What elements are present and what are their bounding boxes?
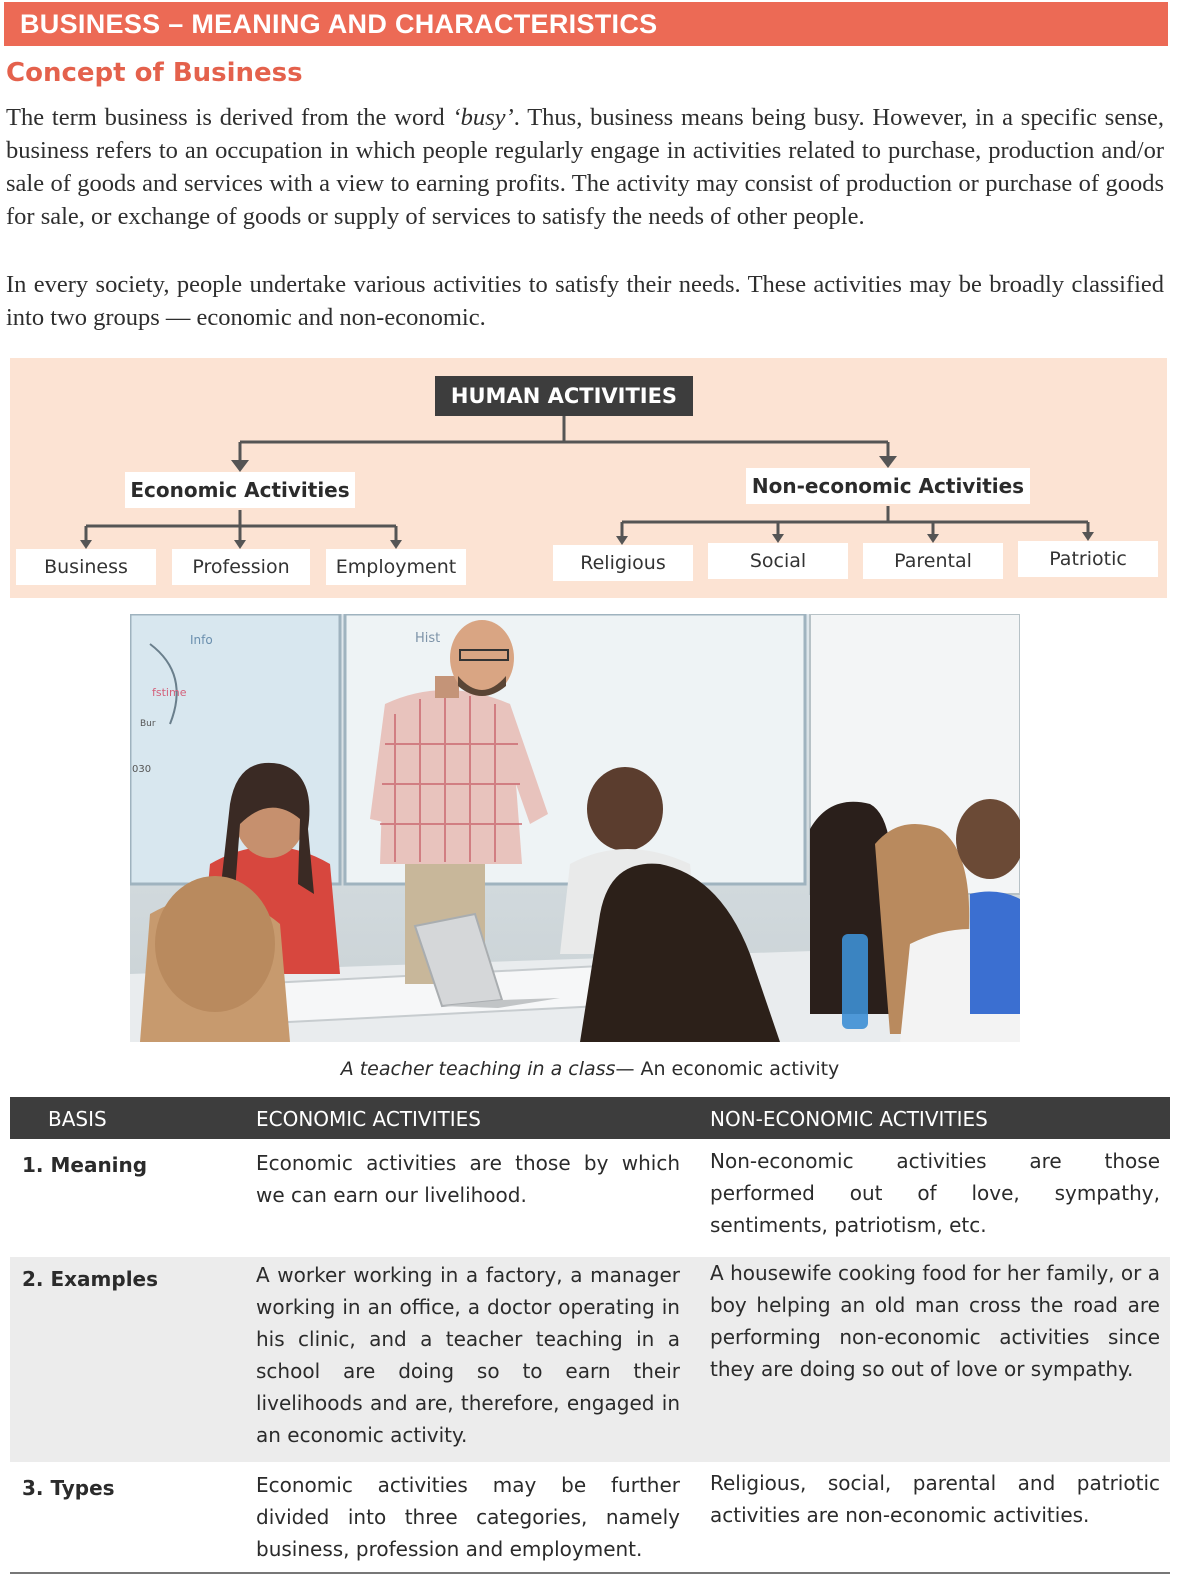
table-row-examples: [10, 1257, 1170, 1462]
table-row-meaning: [10, 1139, 1170, 1254]
classroom-photo: [130, 614, 1020, 1042]
diagram-leaf-parental: Parental: [863, 543, 1003, 579]
chapter-header-bar: [4, 2, 1168, 46]
table-cell-economic: A worker working in a factory, a manager working in an office, a doctor operating in his clinic, and a teacher teaching in a school are doing so to earn their livelihoods and are, therefore, engaged in an economic activity.: [256, 1263, 680, 1447]
classroom-illustration: [130, 614, 1020, 1042]
diagram-node-non-economic-activities: Non-economic Activities: [746, 468, 1030, 504]
table-header: [10, 1097, 1170, 1139]
water-bottle: [842, 934, 868, 1029]
table-header-basis: BASIS: [48, 1107, 107, 1131]
caption-rest: — An economic activity: [615, 1058, 840, 1080]
table-row-types: [10, 1463, 1170, 1571]
table-cell-basis: 1. Meaning: [22, 1153, 148, 1177]
paragraph-text: The term business is derived from the word: [6, 104, 453, 131]
board-word: Info: [190, 633, 213, 647]
diagram-leaf-patriotic: Patriotic: [1018, 541, 1158, 577]
board-word: 030: [132, 764, 152, 775]
table-header-non-economic: NON-ECONOMIC ACTIVITIES: [710, 1107, 988, 1131]
chapter-header-title: BUSINESS – MEANING AND CHARACTERISTICS: [20, 9, 658, 39]
table-cell-non-economic: Non-economic activities are those performed out of love, sympathy, sentiments, patriotism, etc.: [710, 1149, 1160, 1237]
board-word: fstime: [152, 686, 187, 699]
diagram-leaf-social: Social: [708, 543, 848, 579]
human-activities-diagram: [10, 358, 1167, 598]
table-cell-non-economic: A housewife cooking food for her family, or a boy helping an old man cross the road are performing non-economic activities since they are doing so out of love or sympathy.: [710, 1261, 1160, 1381]
paragraph-activity-classification: In every society, people undertake various activities to satisfy their needs. These activities may be broadly classified into two groups — economic and non-economic.: [6, 271, 1164, 331]
bottom-rule: [10, 1572, 1170, 1574]
paragraph-business-definition: [6, 101, 1164, 233]
caption-italic: A teacher teaching in a class: [340, 1058, 616, 1080]
board-word: Bur: [140, 719, 156, 729]
paragraph-italic-word: ‘busy’: [452, 104, 514, 131]
diagram-node-economic-activities: Economic Activities: [125, 472, 355, 508]
section-title: Concept of Business: [6, 58, 303, 88]
table-cell-non-economic: Religious, social, parental and patriotic activities are non-economic activities.: [710, 1471, 1160, 1527]
table-cell-basis: 3. Types: [22, 1476, 115, 1500]
diagram-leaf-profession: Profession: [172, 549, 310, 585]
paragraph-text: . Thus, business means being busy. However, in a specific sense, business refers to an occupation in which people regularly engage in activities related to purchase, production and/or sale of goods and services with a view to earning profits. The activity may consist of production or purchase of goods for sale, or exchange of goods or supply of services to satisfy the needs of other people.: [6, 104, 1165, 230]
board-word: Hist: [415, 631, 441, 646]
photo-caption: [0, 1058, 1180, 1080]
diagram-leaf-religious: Religious: [553, 545, 693, 581]
table-cell-economic: Economic activities may be further divided into three categories, namely business, profession and employment.: [256, 1473, 680, 1561]
diagram-root-human-activities: HUMAN ACTIVITIES: [435, 376, 693, 416]
diagram-leaf-employment: Employment: [326, 549, 466, 585]
table-header-economic: ECONOMIC ACTIVITIES: [256, 1107, 481, 1131]
diagram-leaf-business: Business: [16, 549, 156, 585]
table-cell-basis: 2. Examples: [22, 1267, 159, 1291]
table-cell-economic: Economic activities are those by which we can earn our livelihood.: [256, 1151, 680, 1207]
